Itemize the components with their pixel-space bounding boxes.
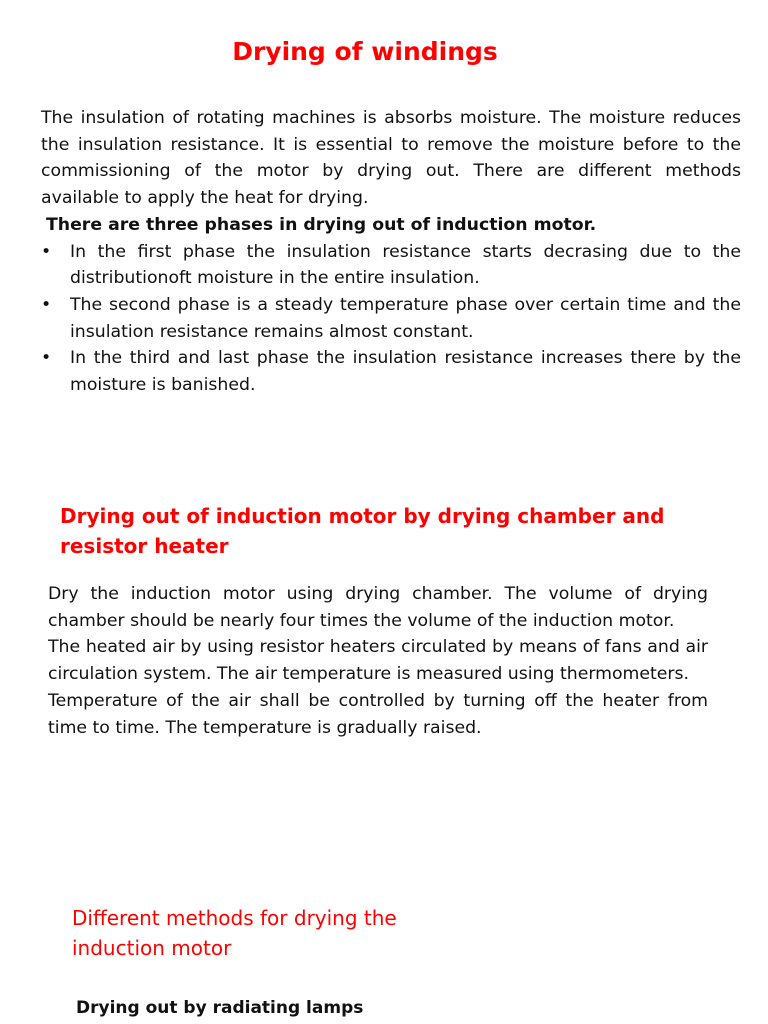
- chamber-section-heading: Drying out of induction motor by drying chamber and resistor heater: [60, 504, 665, 558]
- page-title: Drying of windings: [232, 37, 498, 66]
- phase-text: In the first phase the insulation resistance starts decrasing due to the distributionoft moisture in the entire insulation.: [70, 241, 741, 289]
- chamber-paragraph: The heated air by using resistor heaters circulated by means of fans and air circulation system. The air temperature is measured using thermometers.: [48, 637, 708, 685]
- list-item: [41, 292, 741, 345]
- lamps-heading: Drying out by radiating lamps: [76, 998, 364, 1018]
- intro-paragraph: The insulation of rotating machines is absorbs moisture. The moisture reduces the insulation resistance. It is essential to remove the moisture before to the commissioning of the motor by drying out. There are different methods available to apply the heat for drying.: [41, 108, 741, 209]
- phase-text: In the third and last phase the insulation resistance increases there by the moisture is banished.: [70, 348, 741, 396]
- methods-heading: Different methods for drying the induction motor: [72, 906, 397, 960]
- phases-list: [41, 239, 741, 399]
- phases-heading: There are three phases in drying out of induction motor.: [46, 214, 597, 235]
- bullet-icon: •: [41, 348, 52, 369]
- bullet-icon: •: [41, 241, 52, 262]
- chamber-paragraph: Temperature of the air shall be controlled by turning off the heater from time to time. The temperature is gradually raised.: [48, 690, 708, 738]
- phase-text: The second phase is a steady temperature phase over certain time and the insulation resistance remains almost constant.: [70, 294, 741, 342]
- list-item: [41, 345, 741, 398]
- intro-section: [41, 105, 741, 399]
- bullet-icon: •: [41, 294, 52, 315]
- chamber-paragraph: Dry the induction motor using drying chamber. The volume of drying chamber should be nearly four times the volume of the induction motor.: [48, 584, 708, 631]
- chamber-section-body: [48, 581, 708, 741]
- list-item: [41, 239, 741, 292]
